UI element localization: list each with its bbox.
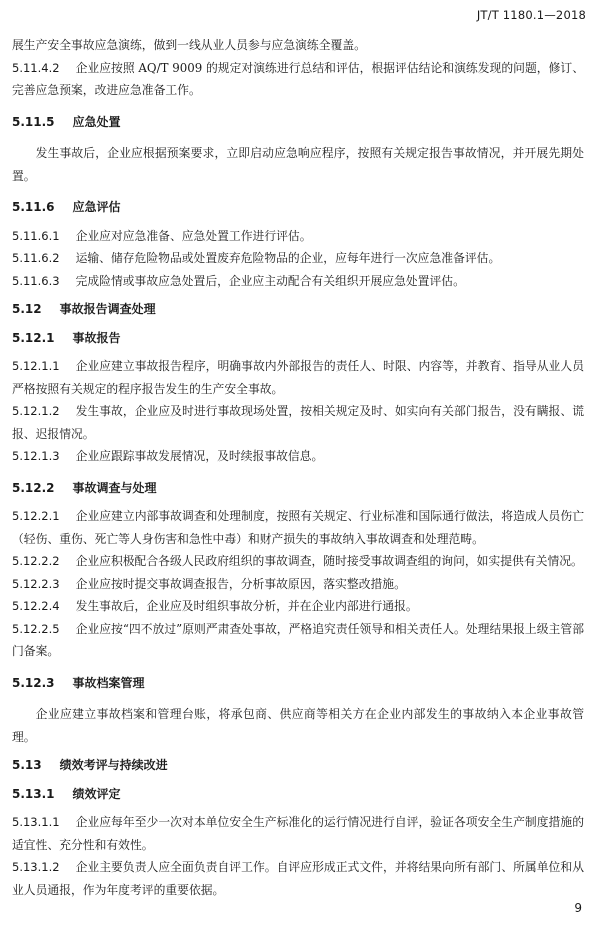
clause-number: 5.13.1.1 [12, 815, 60, 829]
clause-number: 5.11.6.2 [12, 251, 60, 265]
heading-title: 绩效评定 [72, 786, 121, 801]
clause-text: 发生事故，企业应及时进行事故现场处置，按相关规定及时、如实向有关部门报告，没有瞒报、谎报、迟报情况。 [12, 404, 584, 441]
heading-number: 5.11.6 [12, 200, 55, 214]
page-number: 9 [574, 901, 582, 915]
clause-5-12-2-5 [12, 618, 584, 663]
clause-5-12-1-1 [12, 355, 584, 400]
heading-5-13-1 [12, 783, 584, 806]
heading-title: 事故档案管理 [72, 675, 145, 690]
heading-5-12-3 [12, 672, 584, 695]
clause-number: 5.12.2.2 [12, 554, 60, 568]
clause-text: 企业应积极配合各级人民政府组织的事故调查，随时接受事故调查组的询问，如实提供有关情况。 [75, 554, 583, 568]
heading-5-11-6 [12, 196, 584, 219]
clause-5-12-2-3 [12, 573, 584, 596]
standard-number: JT/T 1180.1—2018 [476, 8, 586, 22]
clause-text: 企业应建立内部事故调查和处理制度，按照有关规定、行业标准和国际通行做法，将造成人员伤亡（轻伤、重伤、死亡等人身伤害和急性中毒）和财产损失的事故纳入事故调查和处理范畴。 [12, 509, 584, 546]
clause-5-12-2-4 [12, 595, 584, 618]
heading-5-11-5 [12, 111, 584, 134]
clause-number: 5.12.2.5 [12, 621, 60, 636]
document-body [12, 34, 584, 901]
clause-5-12-1-3 [12, 445, 584, 468]
clause-5-11-4-2 [12, 57, 584, 102]
clause-number: 5.12.1.1 [12, 359, 60, 373]
heading-title: 事故调查与处理 [72, 480, 157, 495]
clause-5-12-1-2 [12, 400, 584, 445]
heading-5-12-1 [12, 327, 584, 350]
heading-5-13 [12, 754, 584, 777]
clause-text: 展生产安全事故应急演练，做到一线从业人员参与应急演练全覆盖。 [12, 38, 366, 52]
heading-number: 5.12 [12, 302, 42, 316]
clause-text: 企业应跟踪事故发展情况，及时续报事故信息。 [75, 449, 324, 463]
clause-number: 5.11.6.3 [12, 273, 60, 288]
paragraph [12, 703, 584, 748]
clause-number: 5.12.2.4 [12, 599, 60, 613]
clause-5-13-1-2 [12, 856, 584, 901]
clause-number: 5.12.2.3 [12, 576, 60, 591]
clause-5-12-2-2 [12, 550, 584, 573]
clause-5-11-6-2 [12, 247, 584, 270]
heading-number: 5.11.5 [12, 114, 55, 129]
clause-text: 发生事故后，企业应根据预案要求，立即启动应急响应程序，按照有关规定报告事故情况，并开展先期处置。 [12, 146, 584, 183]
clause-text: 发生事故后，企业应及时组织事故分析，并在企业内部进行通报。 [75, 599, 418, 613]
clause-text: 企业应按“四不放过”原则严肃查处事故，严格追究责任领导和相关责任人。处理结果报上级主管部门备案。 [12, 621, 584, 658]
heading-title: 事故报告 [72, 330, 121, 345]
heading-title: 应急评估 [72, 200, 121, 214]
clause-5-11-6-1 [12, 225, 584, 248]
clause-text: 企业应按时提交事故调查报告，分析事故原因，落实整改措施。 [75, 576, 406, 591]
clause-5-12-2-1 [12, 505, 584, 550]
clause-number: 5.11.6.1 [12, 228, 60, 243]
clause-text: 企业应对应急准备、应急处置工作进行评估。 [75, 228, 312, 243]
heading-number: 5.13.1 [12, 786, 55, 801]
heading-number: 5.12.2 [12, 480, 55, 495]
clause-number: 5.12.1.2 [12, 404, 60, 418]
paragraph [12, 142, 584, 187]
clause-text: 企业主要负责人应全面负责自评工作。自评应形成正式文件，并将结果向所有部门、所属单位和从业人员通报，作为年度考评的重要依据。 [12, 860, 584, 897]
clause-text: 完成险情或事故应急处置后，企业应主动配合有关组织开展应急处置评估。 [75, 273, 465, 288]
clause-number: 5.12.1.3 [12, 449, 60, 463]
heading-number: 5.13 [12, 758, 42, 772]
heading-5-12 [12, 298, 584, 321]
clause-text: 企业应每年至少一次对本单位安全生产标准化的运行情况进行自评，验证各项安全生产制度措施的适宜性、充分性和有效性。 [12, 815, 584, 852]
clause-5-11-6-3 [12, 270, 584, 293]
clause-text: 企业应建立事故报告程序，明确事故内外部报告的责任人、时限、内容等，并教育、指导从业人员严格按照有关规定的程序报告发生的生产安全事故。 [12, 359, 584, 396]
heading-5-12-2 [12, 477, 584, 500]
paragraph [12, 34, 584, 57]
clause-text: 运输、储存危险物品或处置废弃危险物品的企业，应每年进行一次应急准备评估。 [75, 251, 501, 265]
heading-number: 5.12.3 [12, 675, 55, 690]
clause-text: 企业应按照 AQ/T 9009 的规定对演练进行总结和评估，根据评估结论和演练发现的问题，修订、完善应急预案，改进应急准备工作。 [12, 60, 584, 97]
heading-title: 事故报告调查处理 [59, 302, 156, 316]
clause-number: 5.11.4.2 [12, 60, 60, 75]
clause-text: 企业应建立事故档案和管理台账，将承包商、供应商等相关方在企业内部发生的事故纳入本企业事故管理。 [12, 707, 584, 744]
clause-5-13-1-1 [12, 811, 584, 856]
heading-title: 绩效考评与持续改进 [59, 758, 168, 772]
heading-title: 应急处置 [72, 114, 121, 129]
clause-number: 5.13.1.2 [12, 860, 60, 874]
heading-number: 5.12.1 [12, 330, 55, 345]
clause-number: 5.12.2.1 [12, 509, 60, 523]
